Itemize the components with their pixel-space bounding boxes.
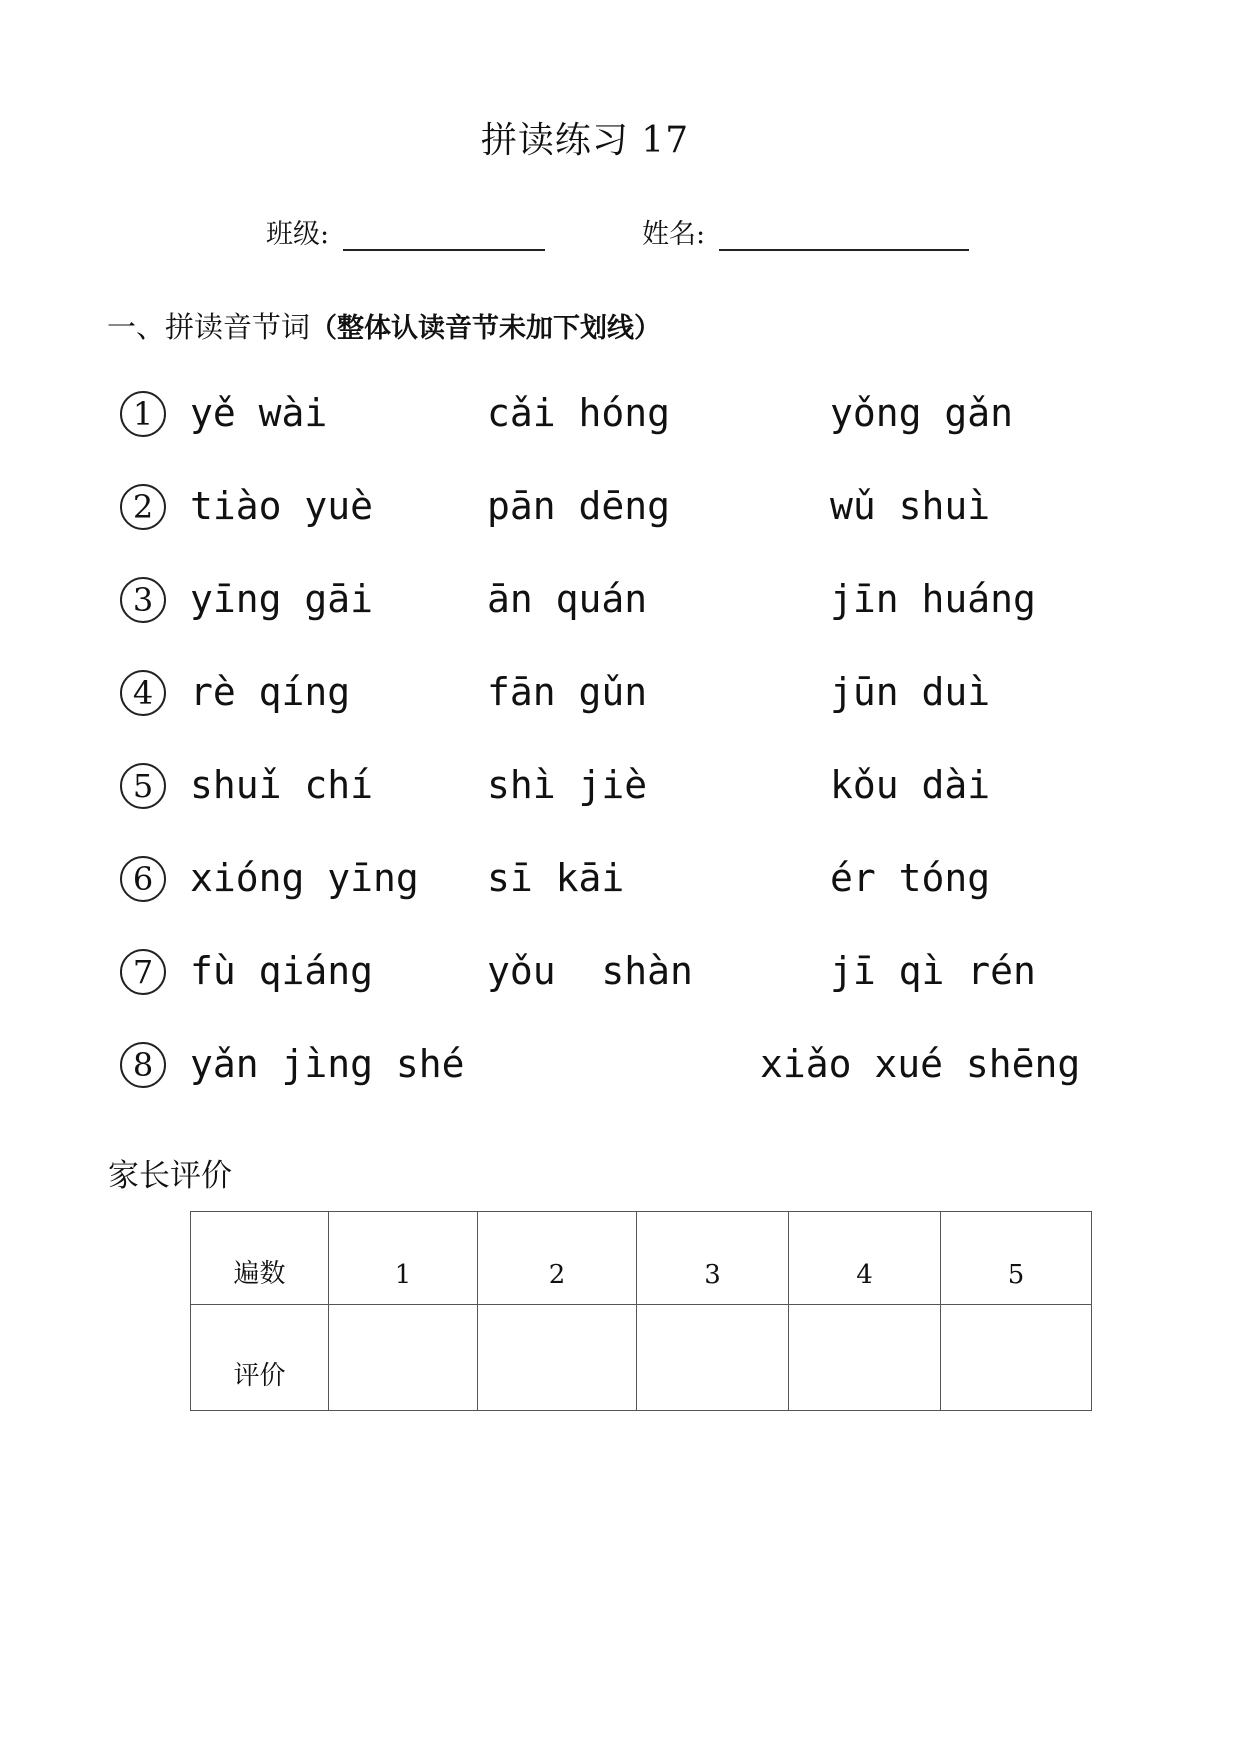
section-note: （整体认读音节未加下划线）: [310, 313, 662, 344]
pinyin-word: fān gǔn: [487, 670, 648, 714]
class-input-line[interactable]: [343, 221, 545, 251]
column-header: 3: [637, 1212, 789, 1305]
section-title: 一、拼读音节词: [107, 310, 311, 344]
pinyin-word: tiào yuè: [190, 484, 374, 528]
page-title: 拼读练习 17: [480, 120, 690, 161]
pinyin-word: jīn huáng: [830, 577, 1036, 621]
pinyin-word: cǎi hóng: [487, 391, 671, 435]
pinyin-word: yě wài: [190, 391, 328, 435]
pinyin-word: ān quán: [487, 577, 648, 621]
pinyin-word: yǎn jìng shé: [190, 1042, 465, 1086]
pinyin-word: jūn duì: [830, 670, 991, 714]
circled-number-icon: 5: [120, 763, 166, 809]
row-header-rating: 评价: [191, 1305, 329, 1411]
pinyin-row: [120, 668, 991, 728]
pinyin-word: wǔ shuì: [830, 484, 991, 528]
row-header-count: 遍数: [191, 1212, 329, 1305]
column-header: 5: [941, 1212, 1092, 1305]
parent-evaluation-heading: 家长评价: [108, 1158, 232, 1194]
pinyin-row: [120, 761, 991, 821]
pinyin-row: [120, 482, 991, 542]
class-field: [266, 212, 545, 251]
pinyin-word: xióng yīng: [190, 856, 419, 900]
circled-number-icon: 4: [120, 670, 166, 716]
pinyin-word: jī qì rén: [830, 949, 1036, 993]
name-input-line[interactable]: [719, 221, 969, 251]
circled-number-icon: 2: [120, 484, 166, 530]
pinyin-row: [120, 1040, 1081, 1100]
rating-cell[interactable]: [941, 1305, 1092, 1411]
pinyin-word: kǒu dài: [830, 763, 991, 807]
pinyin-word: rè qíng: [190, 670, 351, 714]
pinyin-word: fù qiáng: [190, 949, 374, 993]
circled-number-icon: 1: [120, 391, 166, 437]
table-row: [191, 1305, 1092, 1411]
rating-cell[interactable]: [478, 1305, 637, 1411]
column-header: 2: [478, 1212, 637, 1305]
evaluation-table: [190, 1211, 1092, 1411]
pinyin-word: ér tóng: [830, 856, 991, 900]
circled-number-icon: 3: [120, 577, 166, 623]
column-header: 4: [789, 1212, 941, 1305]
class-label: 班级:: [266, 219, 330, 250]
circled-number-icon: 8: [120, 1042, 166, 1088]
pinyin-row: [120, 575, 1036, 635]
pinyin-row: [120, 947, 1036, 1007]
circled-number-icon: 7: [120, 949, 166, 995]
pinyin-word: sī kāi: [487, 856, 625, 900]
name-field: [642, 212, 969, 251]
pinyin-word: xiǎo xué shēng: [760, 1042, 1081, 1086]
pinyin-word: yǒng gǎn: [830, 391, 1014, 435]
pinyin-word: shì jiè: [487, 763, 648, 807]
circled-number-icon: 6: [120, 856, 166, 902]
pinyin-row: [120, 854, 991, 914]
pinyin-row: [120, 389, 1014, 449]
rating-cell[interactable]: [329, 1305, 478, 1411]
pinyin-word: yǒu shàn: [487, 949, 693, 993]
name-label: 姓名:: [642, 219, 706, 250]
pinyin-word: yīng gāi: [190, 577, 374, 621]
rating-cell[interactable]: [637, 1305, 789, 1411]
column-header: 1: [329, 1212, 478, 1305]
pinyin-word: shuǐ chí: [190, 763, 374, 807]
rating-cell[interactable]: [789, 1305, 941, 1411]
section-heading: [107, 305, 661, 346]
table-row: [191, 1212, 1092, 1305]
pinyin-word: pān dēng: [487, 484, 671, 528]
